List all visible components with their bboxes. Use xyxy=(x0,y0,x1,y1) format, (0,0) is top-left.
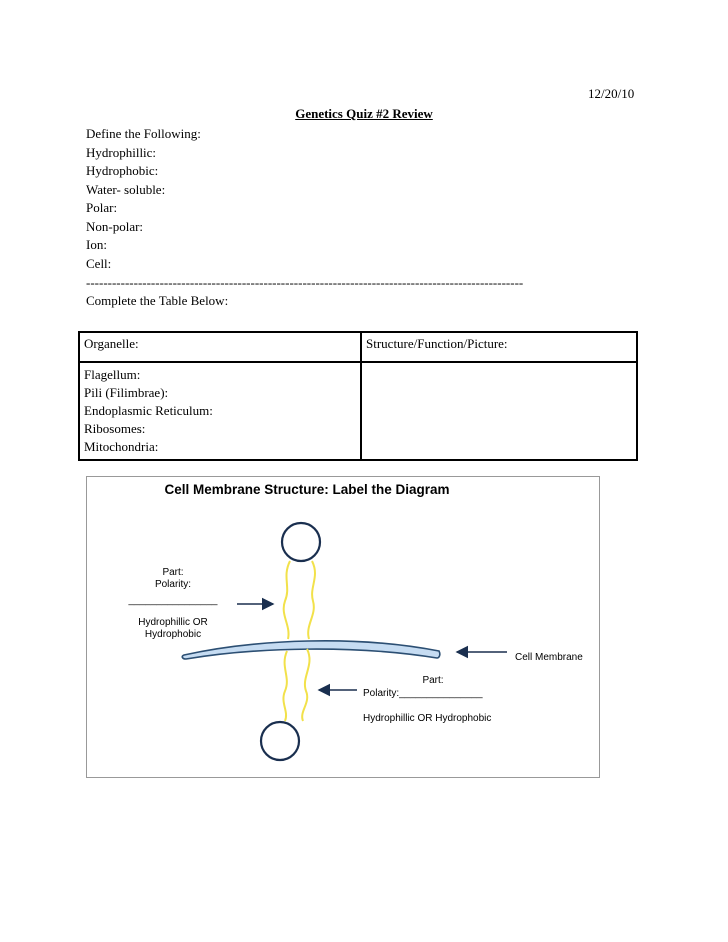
term-ion: Ion: xyxy=(86,237,107,252)
table-row xyxy=(79,362,637,460)
table-instruction: Complete the Table Below: xyxy=(86,293,229,308)
organelle-flagellum: Flagellum: xyxy=(84,367,141,382)
term-non-polar: Non-polar: xyxy=(86,218,144,234)
table-header-row xyxy=(79,332,637,362)
lower-fatty-acid-tail-2 xyxy=(302,649,309,721)
right-choice-label: Hydrophillic OR Hydrophobic xyxy=(363,713,492,724)
definitions-section xyxy=(86,125,201,273)
organelle-table xyxy=(78,331,638,461)
diagram-title: Cell Membrane Structure: Label the Diagram xyxy=(164,482,450,497)
left-choice-line1: Hydrophillic OR xyxy=(138,617,208,628)
cell-membrane-label: Cell Membrane xyxy=(515,652,583,663)
upper-fatty-acid-tail-1 xyxy=(284,561,290,639)
left-polarity-label: Polarity: xyxy=(154,579,192,590)
upper-fatty-acid-tail-2 xyxy=(308,561,315,639)
left-part-label: Part: xyxy=(162,567,184,578)
term-hydrophobic: Hydrophobic: xyxy=(86,163,159,178)
right-polarity-label: Polarity:_______________ xyxy=(363,688,483,699)
lower-phosphate-head xyxy=(261,722,299,760)
right-part-label: Part: xyxy=(422,675,444,686)
definitions-heading: Define the Following: xyxy=(86,126,201,141)
left-choice-line2: Hydrophobic xyxy=(144,629,202,640)
page-title: Genetics Quiz #2 Review xyxy=(295,106,433,121)
term-water-soluble: Water- soluble: xyxy=(86,181,166,197)
term-cell: Cell: xyxy=(86,255,112,271)
organelle-list xyxy=(79,362,361,460)
cell-membrane-diagram xyxy=(86,476,600,778)
quiz-date: 12/20/10 xyxy=(588,86,635,101)
answer-cell xyxy=(361,362,637,460)
header-structure-function: Structure/Function/Picture: xyxy=(361,332,637,362)
lower-fatty-acid-tail-1 xyxy=(283,651,287,721)
dashed-separator: ----------------------------------------------------------------------------------------------------- xyxy=(86,275,524,290)
organelle-endoplasmic-reticulum: Endoplasmic Reticulum: xyxy=(84,403,213,418)
term-hydrophillic: Hydrophillic: xyxy=(86,144,157,160)
organelle-ribosomes: Ribosomes: xyxy=(84,421,146,436)
left-polarity-blank: ________________ xyxy=(128,595,218,606)
organelle-mitochondria: Mitochondria: xyxy=(84,439,159,454)
cell-membrane-band xyxy=(182,641,440,659)
header-organelle: Organelle: xyxy=(79,332,361,362)
term-polar: Polar: xyxy=(86,200,118,215)
upper-phosphate-head xyxy=(282,523,320,561)
organelle-pili: Pili (Filimbrae): xyxy=(84,385,169,400)
